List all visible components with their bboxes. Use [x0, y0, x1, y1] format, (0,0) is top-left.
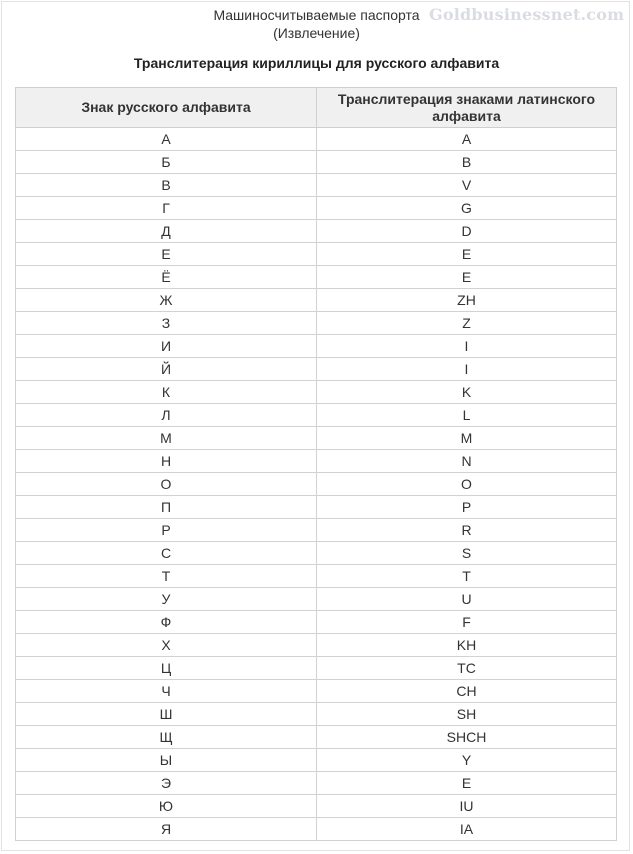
cyrillic-letter-cell: Х	[16, 634, 317, 657]
cyrillic-letter-cell: Ш	[16, 703, 317, 726]
cyrillic-letter-cell: Р	[16, 519, 317, 542]
header-line-2: (Извлечение)	[273, 25, 360, 41]
cyrillic-letter-cell: З	[16, 312, 317, 335]
table-title: Транслитерация кириллицы для русского алфавита	[133, 55, 500, 71]
table-row	[16, 726, 617, 749]
table-row	[16, 634, 617, 657]
cyrillic-letter-cell: К	[16, 381, 317, 404]
table-row	[16, 818, 617, 841]
cyrillic-letter-cell: Ф	[16, 611, 317, 634]
latin-transliteration-cell: S	[317, 542, 617, 565]
cyrillic-letter-cell: С	[16, 542, 317, 565]
latin-transliteration-cell: T	[317, 565, 617, 588]
table-row	[16, 266, 617, 289]
cyrillic-letter-cell: Л	[16, 404, 317, 427]
latin-transliteration-cell: G	[317, 197, 617, 220]
cyrillic-letter-cell: Э	[16, 772, 317, 795]
table-row	[16, 795, 617, 818]
cyrillic-letter-cell: Ы	[16, 749, 317, 772]
latin-transliteration-cell: O	[317, 473, 617, 496]
latin-transliteration-cell: E	[317, 266, 617, 289]
header-line-1: Машиносчитываемые паспорта	[213, 7, 420, 23]
table-row	[16, 289, 617, 312]
cyrillic-letter-cell: П	[16, 496, 317, 519]
table-row	[16, 128, 617, 151]
latin-transliteration-cell: E	[317, 772, 617, 795]
table-header	[16, 88, 617, 128]
latin-transliteration-cell: IU	[317, 795, 617, 818]
latin-transliteration-cell: M	[317, 427, 617, 450]
table-row	[16, 473, 617, 496]
table-row	[16, 312, 617, 335]
cyrillic-letter-cell: У	[16, 588, 317, 611]
table-row	[16, 565, 617, 588]
latin-transliteration-cell: Z	[317, 312, 617, 335]
cyrillic-letter-cell: Щ	[16, 726, 317, 749]
table-row	[16, 680, 617, 703]
cyrillic-letter-cell: М	[16, 427, 317, 450]
latin-transliteration-cell: N	[317, 450, 617, 473]
latin-transliteration-cell: L	[317, 404, 617, 427]
latin-transliteration-cell: U	[317, 588, 617, 611]
cyrillic-letter-cell: Й	[16, 358, 317, 381]
table-row	[16, 450, 617, 473]
cyrillic-letter-cell: Г	[16, 197, 317, 220]
cyrillic-letter-cell: Т	[16, 565, 317, 588]
latin-transliteration-cell: SHCH	[317, 726, 617, 749]
latin-transliteration-cell: TC	[317, 657, 617, 680]
table-row	[16, 588, 617, 611]
cyrillic-letter-cell: Ж	[16, 289, 317, 312]
latin-transliteration-cell: F	[317, 611, 617, 634]
table-body	[16, 128, 617, 841]
transliteration-table	[15, 87, 617, 841]
latin-transliteration-cell: I	[317, 335, 617, 358]
cyrillic-letter-cell: Н	[16, 450, 317, 473]
table-row	[16, 174, 617, 197]
latin-transliteration-cell: V	[317, 174, 617, 197]
latin-transliteration-cell: I	[317, 358, 617, 381]
latin-transliteration-cell: D	[317, 220, 617, 243]
table-row	[16, 749, 617, 772]
column-header-latin: Транслитерация знаками латинского алфавита	[317, 88, 617, 128]
cyrillic-letter-cell: Я	[16, 818, 317, 841]
latin-transliteration-cell: CH	[317, 680, 617, 703]
cyrillic-letter-cell: Е	[16, 243, 317, 266]
table-row	[16, 427, 617, 450]
latin-transliteration-cell: R	[317, 519, 617, 542]
cyrillic-letter-cell: И	[16, 335, 317, 358]
latin-transliteration-cell: KH	[317, 634, 617, 657]
cyrillic-letter-cell: Ц	[16, 657, 317, 680]
table-row	[16, 404, 617, 427]
table-row	[16, 611, 617, 634]
header-row	[16, 88, 617, 128]
table-row	[16, 243, 617, 266]
latin-transliteration-cell: K	[317, 381, 617, 404]
cyrillic-letter-cell: Ё	[16, 266, 317, 289]
table-row	[16, 220, 617, 243]
table-row	[16, 703, 617, 726]
latin-transliteration-cell: P	[317, 496, 617, 519]
watermark: Goldbusinessnet.com	[429, 5, 625, 24]
latin-transliteration-cell: IA	[317, 818, 617, 841]
latin-transliteration-cell: B	[317, 151, 617, 174]
table-row	[16, 496, 617, 519]
table-row	[16, 519, 617, 542]
table-row	[16, 197, 617, 220]
table-row	[16, 335, 617, 358]
table-row	[16, 381, 617, 404]
latin-transliteration-cell: ZH	[317, 289, 617, 312]
cyrillic-letter-cell: А	[16, 128, 317, 151]
latin-transliteration-cell: Y	[317, 749, 617, 772]
cyrillic-letter-cell: Б	[16, 151, 317, 174]
cyrillic-letter-cell: В	[16, 174, 317, 197]
table-row	[16, 772, 617, 795]
cyrillic-letter-cell: Ю	[16, 795, 317, 818]
cyrillic-letter-cell: Ч	[16, 680, 317, 703]
cyrillic-letter-cell: Д	[16, 220, 317, 243]
column-header-cyrillic: Знак русского алфавита	[16, 88, 317, 128]
latin-transliteration-cell: SH	[317, 703, 617, 726]
table-row	[16, 358, 617, 381]
table-row	[16, 657, 617, 680]
table-row	[16, 151, 617, 174]
table-row	[16, 542, 617, 565]
latin-transliteration-cell: A	[317, 128, 617, 151]
latin-transliteration-cell: E	[317, 243, 617, 266]
cyrillic-letter-cell: О	[16, 473, 317, 496]
